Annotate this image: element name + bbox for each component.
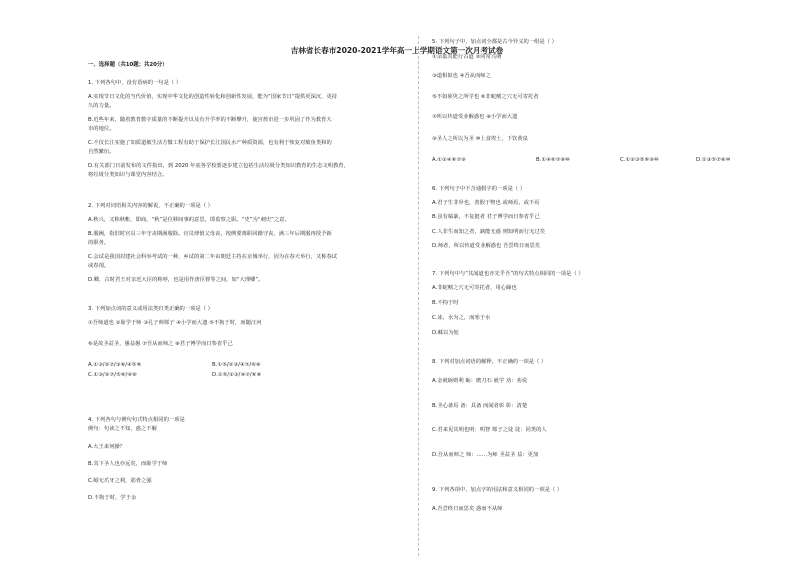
question-4-example: 例句：句读之不知，惑之不解 [88, 426, 157, 432]
question-1-option-a-cont: 久的力量。 [88, 103, 115, 109]
right-column [432, 0, 750, 562]
question-7-option-c: C.冰，水为之，而寒于水 [432, 315, 491, 321]
question-2-option-c-cont: 或春闱。 [88, 263, 110, 269]
question-8-stem: 8. 下列对加点词语的解释，不正确的一项是（ ） [432, 359, 547, 365]
question-8-option-b: B.圣心备焉 备：具备 而闻者彰 彰：清楚 [432, 403, 528, 409]
question-9-stem: 9. 下列各项中，加点字的用法和意义相同的一项是（ ） [432, 487, 563, 493]
question-1-option-b-cont: 市的地位。 [88, 126, 115, 132]
question-5-items-4: ⑦所以传道受业解惑也 ⑧小学而大遗 [432, 114, 518, 120]
question-3-option-d: D.①⑤/②③/④⑦/⑥⑧ [212, 372, 262, 378]
question-5-option-b: B.①④⑥⑦⑧⑩ [536, 157, 570, 163]
question-6-option-d: D.师者，所以传道受业解惑也 吾尝终日而思矣 [432, 243, 541, 249]
question-2-option-b-cont: 的职务。 [88, 240, 110, 246]
question-6-option-b: B.虽有槁暴，不复挺者 君子博学而日参省乎己 [432, 214, 540, 220]
question-6-stem: 6. 下列句子中不含通假字的一项是（ ） [432, 186, 526, 192]
question-1-option-d-cont: 将垃圾分类知识与课堂内容结合。 [88, 172, 168, 178]
question-4-stem: 4. 下列各句与例句句式特点相同的一项是 [88, 417, 185, 423]
question-3-option-c: C.①③/②⑦/⑤⑥/④⑧ [88, 372, 137, 378]
question-7-option-a: A.非蛇鳝之穴无可寄托者，用心躁也 [432, 285, 517, 291]
question-5-option-c: C.①②③⑤⑥⑨⑩ [620, 157, 659, 163]
question-1-option-b: B.近些年来，随着教育数字质量的不断提升以及有升学率的不断攀升，使宫敖市进一步巩固了作为教育大 [88, 117, 332, 123]
page-title: 吉林省长春市2020-2021学年高一上学期语文第一次月考试卷 [290, 46, 504, 55]
question-6-option-a: A.君子生非异也，善假于物也 或师焉，或不焉 [432, 200, 540, 206]
question-6-option-c: C.人非生而知之者，孰能无惑 则知明而行无过矣 [432, 229, 546, 235]
question-7-stem: 7. 下列句中与“其闻道也亦先乎吾”的句式特点相同的一项是（ ） [432, 271, 584, 277]
question-5-items-5: ⑨圣人之所以为圣 ⑩上食埃土，下饮黄泉 [432, 136, 528, 142]
question-1-stem: 1. 下列各句中，没有语病的一句是（ ） [88, 80, 182, 86]
question-7-option-d: D.輮以为轮 [432, 330, 459, 336]
question-1-option-a: A.实现节日文化的当代价值，实现中华文化的创造性转化和创新性发展，能为“国家节日”提供更深沉、更持 [88, 94, 338, 100]
column-divider [418, 36, 419, 556]
question-1-option-c: C.不仅长江实施了知质道敏生活方微工程有助于保护长江国民水产种质资源，也有利于恢复对敏鱼类和的 [88, 140, 332, 146]
question-5-items-1: ①余嘉其能行古道 ②同常兴萌 [432, 54, 502, 60]
question-3-stem: 3. 下列加点词的意义或用法类归类正确的一项是（ ） [88, 306, 213, 312]
question-3-option-b: B.①⑤/②③/④⑦/⑥⑧ [212, 362, 261, 368]
question-5-items-2: ③道相似也 ④吾从而师之 [432, 73, 491, 79]
question-2-option-a: A.秋兴，又称秋帐，即商，“秋”是位移间事的意思，即监察之职。“史”为“刺史”之意。 [88, 217, 290, 223]
question-3-items-1: ①吾师道也 ②耻学于师 ③孔子师郯子 ④小学而大遗 ⑤不拘于时，而随汪河 [88, 320, 262, 326]
question-4-option-c: C.蚓无爪牙之利，筋骨之强 [88, 478, 152, 484]
question-8-option-c: C.君来见其明也明：明智 郯子之徒 徒：同类的人 [432, 427, 547, 433]
question-2-option-c: C.会试是我国封建社会科举考试的一种，乡试的第二年由朝廷主持在京城举行，因为在春天举行，又称春试 [88, 254, 338, 260]
question-2-option-b: B.服阙，指旧时官员三年守丧期满服除。官员律值父母丧，按例要离职回籍守丧，满三年后期服再授予新 [88, 231, 332, 237]
question-7-option-b: B.不拘于时 [432, 300, 459, 306]
question-3-items-2: ⑥是故圣益圣，愚益愚 ⑦吾从而师之 ⑧君子博学而日参省乎己 [88, 341, 233, 347]
question-9-option-a: A.吾尝终日而思矣 惑而不从师 [432, 506, 503, 512]
question-3-option-a: A.①③/②⑦/③⑥/④⑤⑥ [88, 362, 142, 368]
question-4-option-d: D.不拘于时，学于余 [88, 495, 137, 501]
question-5-option-d: D.①③⑤⑦⑧⑩ [696, 157, 731, 163]
left-column [88, 0, 406, 562]
question-2-stem: 2. 下列对词语相关内容的解说，不正确的一项是（ ） [88, 203, 213, 209]
question-5-option-a: A.①②④⑥⑦⑨ [432, 157, 466, 163]
question-2-option-d: D.卿，古时君王对亲近大臣的称呼，也是用作唐臣督等之间，如“大理卿”。 [88, 277, 264, 283]
question-5-items-3: ⑤不如须臾之所学也 ⑥非蛇鳝之穴无可寄托者 [432, 94, 539, 100]
question-1-option-d: D.有关部门日前发布的文件指出，到 2020 年底各学校要逐步建立包括生活垃圾分类知识教育的生态文明教育， [88, 163, 349, 169]
question-4-option-b: B.其下圣人也亦远矣，而耻学于师 [88, 461, 168, 467]
question-8-option-a: A.金就砺则利 砺：磨刀石 就学 劝：劝说 [432, 378, 528, 384]
question-4-option-a: A.大王来何操？ [88, 444, 125, 450]
question-5-stem: 5. 下列句子中，加点词全都是古今异义的一组是（ ） [432, 39, 557, 45]
question-8-option-d: D.吾从而师之 师：……为师 圣益圣 益：更加 [432, 452, 539, 458]
question-1-option-c-cont: 自然繁衍。 [88, 149, 115, 155]
section-heading: 一、选择题（共10题；共20分） [88, 62, 168, 68]
